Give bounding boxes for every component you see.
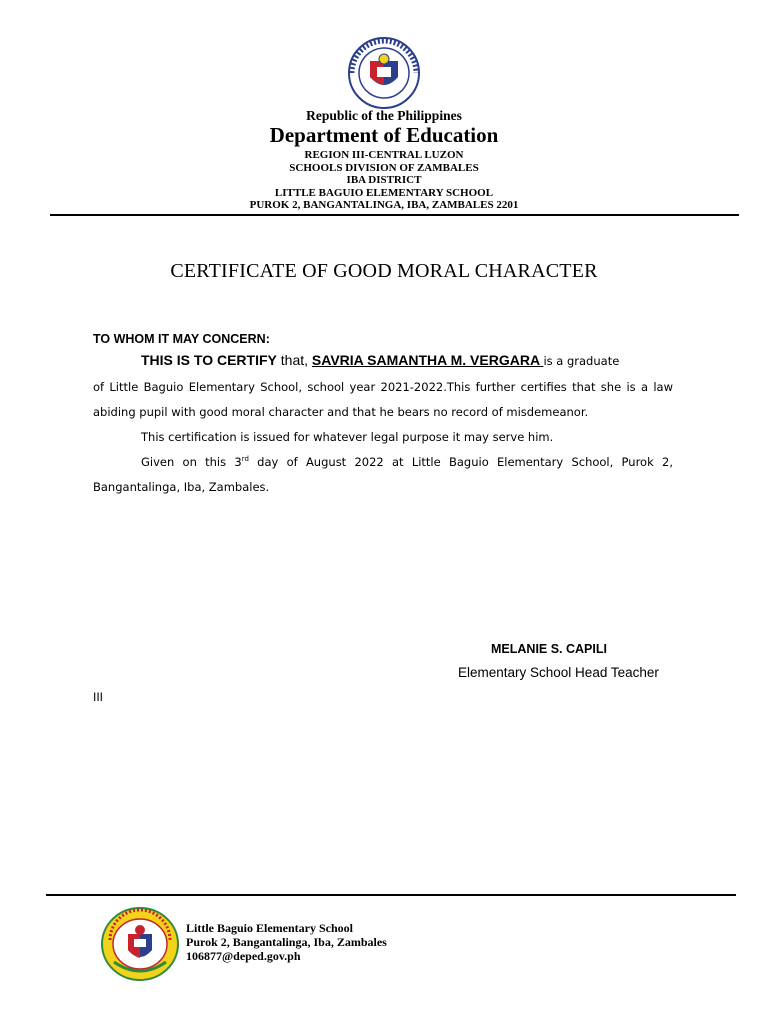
salutation: TO WHOM IT MAY CONCERN:	[93, 332, 270, 346]
certify-that: that,	[276, 352, 312, 368]
student-name: SAVRIA SAMANTHA M. VERGARA	[311, 352, 544, 368]
district-line: IBA DISTRICT	[346, 174, 422, 186]
footer-school-name: Little Baguio Elementary School	[186, 921, 353, 935]
certify-line	[141, 352, 619, 368]
deped-seal-icon	[344, 37, 424, 109]
given-sup: rd	[241, 455, 249, 464]
purpose-line: This certification is issued for whatever legal purpose it may serve him.	[141, 430, 554, 444]
signatory-title-cont: III	[93, 690, 104, 704]
graduate-text: is a graduate	[543, 354, 620, 368]
address-line: PUROK 2, BANGANTALINGA, IBA, ZAMBALES 2201	[249, 199, 519, 211]
given-rest: day of August 2022 at Little Baguio Elementary School, Purok 2,	[248, 455, 673, 469]
given-line-2: Bangantalinga, Iba, Zambales.	[93, 480, 270, 494]
given-line	[141, 455, 673, 469]
signatory-title: Elementary School Head Teacher	[458, 665, 659, 680]
division-line: SCHOOLS DIVISION OF ZAMBALES	[289, 162, 479, 174]
certificate-title: CERTIFICATE OF GOOD MORAL CHARACTER	[170, 260, 598, 282]
region-line: REGION III-CENTRAL LUZON	[304, 149, 464, 161]
body-line-2: of Little Baguio Elementary School, school year 2021-2022.This further certifies that she is a law	[93, 380, 673, 394]
school-logo-icon	[100, 906, 180, 982]
certify-lead: THIS IS TO CERTIFY	[141, 352, 277, 368]
footer-address: Purok 2, Bangantalinga, Iba, Zambales	[186, 935, 387, 949]
given-prefix: Given on this 3	[141, 455, 242, 469]
header-divider	[50, 214, 739, 216]
republic-heading: Republic of the Philippines	[306, 108, 462, 123]
footer-email: 106877@deped.gov.ph	[186, 949, 301, 963]
department-heading: Department of Education	[269, 123, 499, 147]
school-line: LITTLE BAGUIO ELEMENTARY SCHOOL	[274, 187, 494, 199]
signatory-name: MELANIE S. CAPILI	[491, 642, 607, 656]
footer-divider	[46, 894, 736, 896]
body-line-3: abiding pupil with good moral character and that he bears no record of misdemeanor.	[93, 405, 589, 419]
